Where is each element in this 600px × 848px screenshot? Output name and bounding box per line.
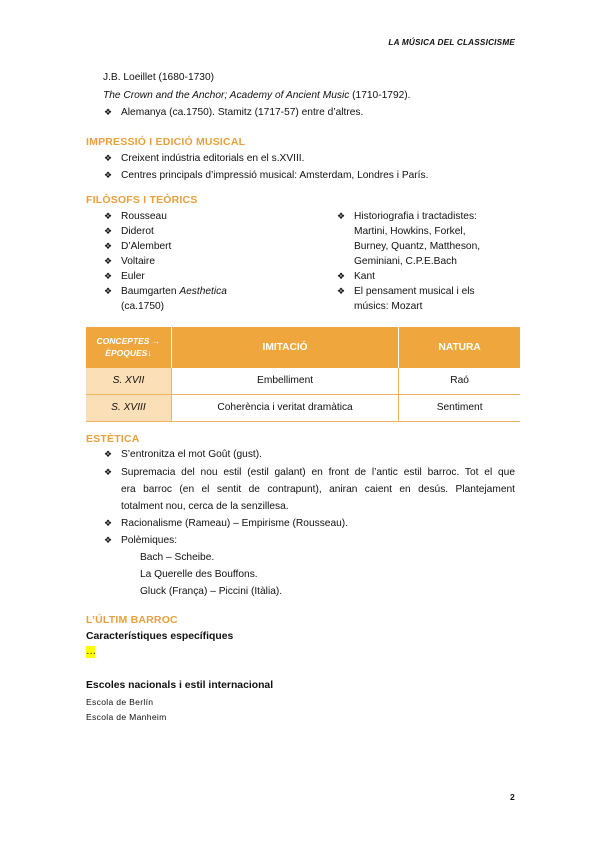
row-epoch: S. XVII [86,368,171,395]
bullet-icon: ❖ [104,256,113,266]
estetica-item: S’entronitza el mot Goût (gust). [121,449,262,460]
pensament-line: músics: Mozart [354,301,423,312]
table-row [86,368,520,395]
bullet-icon: ❖ [337,286,346,296]
crown-years: (1710-1792). [349,90,411,101]
filosof-item: Diderot [121,226,154,237]
crown-line [103,89,411,102]
row-imitacio: Embelliment [171,368,398,395]
header-concepts: CONCEPTES → [96,336,161,347]
historiografia-line: Geminiani, C.P.E.Bach [354,256,457,267]
bullet-icon: ❖ [337,271,346,281]
row-imitacio: Coherència i veritat dramàtica [171,395,398,422]
bullet-icon: ❖ [104,107,113,117]
filosof-baumgarten [121,285,227,298]
bullet-icon: ❖ [104,518,113,528]
header-epoques: ÈPOQUES↓ [105,347,152,358]
historiografia-line: Historiografia i tractadistes: [354,211,477,222]
filosof-item: Euler [121,271,145,282]
bullet-icon: ❖ [104,286,113,296]
baumgarten-date: (ca.1750) [121,301,165,312]
kant-item: Kant [354,271,375,282]
page-number: 2 [510,792,515,802]
estetica-item: Polèmiques: [121,535,178,546]
ellipsis-text: … [86,646,97,657]
estetica-item2-line: Supremacia del nou estil (estil galant) en front de l’antic estil barroc. Tot el que [121,467,515,478]
bullet-icon: ❖ [104,211,113,221]
running-header: LA MÚSICA DEL CLASSICISME [388,38,515,47]
header-natura: NATURA [399,327,520,368]
polemica-item: Bach – Scheibe. [140,552,215,563]
bullet-icon: ❖ [104,449,113,459]
historiografia-line: Burney, Quantz, Mattheson, [354,241,481,252]
escola-berlin: Escola de Berlín [86,697,154,707]
bullet-icon: ❖ [337,211,346,221]
baumgarten-name: Baumgarten [121,286,180,297]
impressio-item: Creixent indústria editorials en el s.XVIII. [121,153,305,164]
alemanya-line: Alemanya (ca.1750). Stamitz (1717-57) entre d’altres. [121,107,364,118]
bullet-icon: ❖ [104,467,113,477]
filosofs-title: FILÒSOFS I TEÒRICS [86,194,198,206]
table-header-row [86,327,520,368]
bullet-icon: ❖ [104,226,113,236]
row-epoch: S. XVIII [86,395,171,422]
estetica-item2-line: era barroc (en el sentit de contrapunt), aniran caient en desús. Plantejament [121,484,515,495]
bullet-icon: ❖ [104,271,113,281]
historiografia-line: Martini, Howkins, Forkel, [354,226,466,237]
crown-title: The Crown and the Anchor; Academy of Ancient Music [103,90,350,101]
bullet-icon: ❖ [104,241,113,251]
caracteristiques-heading: Característiques específiques [86,631,234,642]
bullet-icon: ❖ [104,170,113,180]
loeillet-line: J.B. Loeillet (1680-1730) [103,72,214,83]
row-natura: Sentiment [399,395,520,422]
row-natura: Raó [399,368,520,395]
polemica-item: Gluck (França) – Piccini (Itàlia). [140,586,283,597]
escola-manheim: Escola de Manheim [86,712,167,722]
polemica-item: La Querelle des Bouffons. [140,569,258,580]
pensament-line: El pensament musical i els [354,286,475,297]
table-row [86,395,520,422]
header-concepts-epoques [86,327,171,368]
baumgarten-work: Aesthetica [179,286,227,297]
impressio-item: Centres principals d’impressió musical: Amsterdam, Londres i París. [121,170,429,181]
estetica-item: Racionalisme (Rameau) – Empirisme (Rousseau). [121,518,349,529]
concepts-table [86,327,520,422]
header-imitacio: IMITACIÓ [171,327,398,368]
impressio-title: IMPRESSIÓ I EDICIÓ MUSICAL [86,136,246,148]
filosof-item: Rousseau [121,211,167,222]
escoles-heading: Escoles nacionals i estil internacional [86,680,274,691]
bullet-icon: ❖ [104,153,113,163]
estetica-item2-line: totalment nou, cerca de la senzillesa. [121,501,289,512]
ultim-barroc-title: L’ÚLTIM BARROC [86,614,178,626]
bullet-icon: ❖ [104,535,113,545]
filosof-item: D’Alembert [121,241,172,252]
estetica-title: ESTÈTICA [86,433,140,445]
filosof-item: Voltaire [121,256,155,267]
